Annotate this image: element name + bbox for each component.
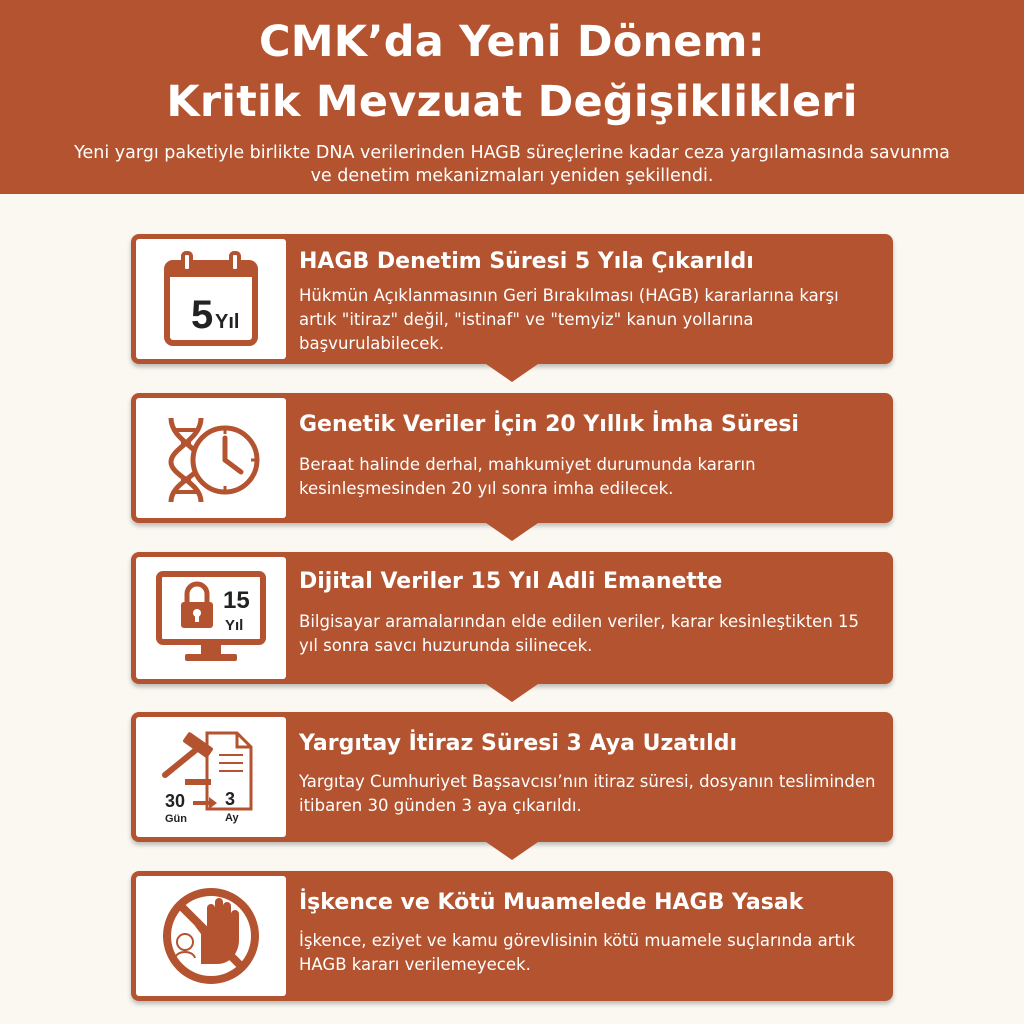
card-dijital-veriler [131,552,893,684]
gavel-document-icon [136,717,286,837]
page-subtitle: Yeni yargı paketiyle birlikte DNA verilerinden HAGB süreçlerine kadar ceza yargılamasında savunma ve denetim mekanizmaları yeniden şekillendi. [74,143,950,186]
monitor-unit: Yıl [225,617,244,634]
title-line-1: CMK’da Yeni Dönem: [258,17,766,67]
card-title: Dijital Veriler 15 Yıl Adli Emanette [299,569,723,594]
dna-clock-icon [136,398,286,518]
to-unit: Ay [225,812,239,824]
card-title: HAGB Denetim Süresi 5 Yıla Çıkarıldı [299,249,754,274]
card-genetik-veriler [131,393,893,523]
card-title: Genetik Veriler İçin 20 Yıllık İmha Süresi [299,412,799,437]
from-number: 30 [165,791,186,811]
card-text: İşkence, eziyet ve kamu görevlisinin kötü muamele suçlarında artık HAGB kararı verilemeyecek. [299,931,856,974]
prohibited-hand-icon [136,876,286,996]
calendar-unit: Yıl [215,311,240,333]
from-unit: Gün [165,813,187,825]
down-arrow [486,523,538,541]
card-text: Bilgisayar aramalarından elde edilen veriler, karar kesinleştikten 15 yıl sonra savcı huzurunda silinecek. [299,612,860,655]
down-arrow [486,684,538,702]
page-title [0,0,1024,132]
card-text: Yargıtay Cumhuriyet Başsavcısı’nın itiraz süresi, dosyanın tesliminden itibaren 30 günden 3 aya çıkarıldı. [299,772,876,815]
monitor-number: 15 [223,587,250,614]
to-number: 3 [225,789,236,809]
card-hagb-denetim [131,234,893,364]
card-text: Beraat halinde derhal, mahkumiyet durumunda kararın kesinleşmesinden 20 yıl sonra imha edilecek. [299,455,756,498]
calendar-icon [136,239,286,359]
card-title: Yargıtay İtiraz Süresi 3 Aya Uzatıldı [299,731,738,756]
card-title: İşkence ve Kötü Muamelede HAGB Yasak [299,890,804,915]
monitor-lock-icon [136,557,286,679]
header-banner [0,0,1024,194]
card-text: Hükmün Açıklanmasının Geri Bırakılması (HAGB) kararlarına karşı artık "itiraz" değil, "istinaf" ve "temyiz" kanun yollarına başvurulabilecek. [299,286,839,353]
title-line-2: Kritik Mevzuat Değişiklikleri [166,77,858,127]
down-arrow [486,842,538,860]
card-yargitay-itiraz [131,712,893,842]
calendar-number: 5 [191,293,214,337]
card-iskence-hagb [131,871,893,1001]
down-arrow [486,364,538,382]
